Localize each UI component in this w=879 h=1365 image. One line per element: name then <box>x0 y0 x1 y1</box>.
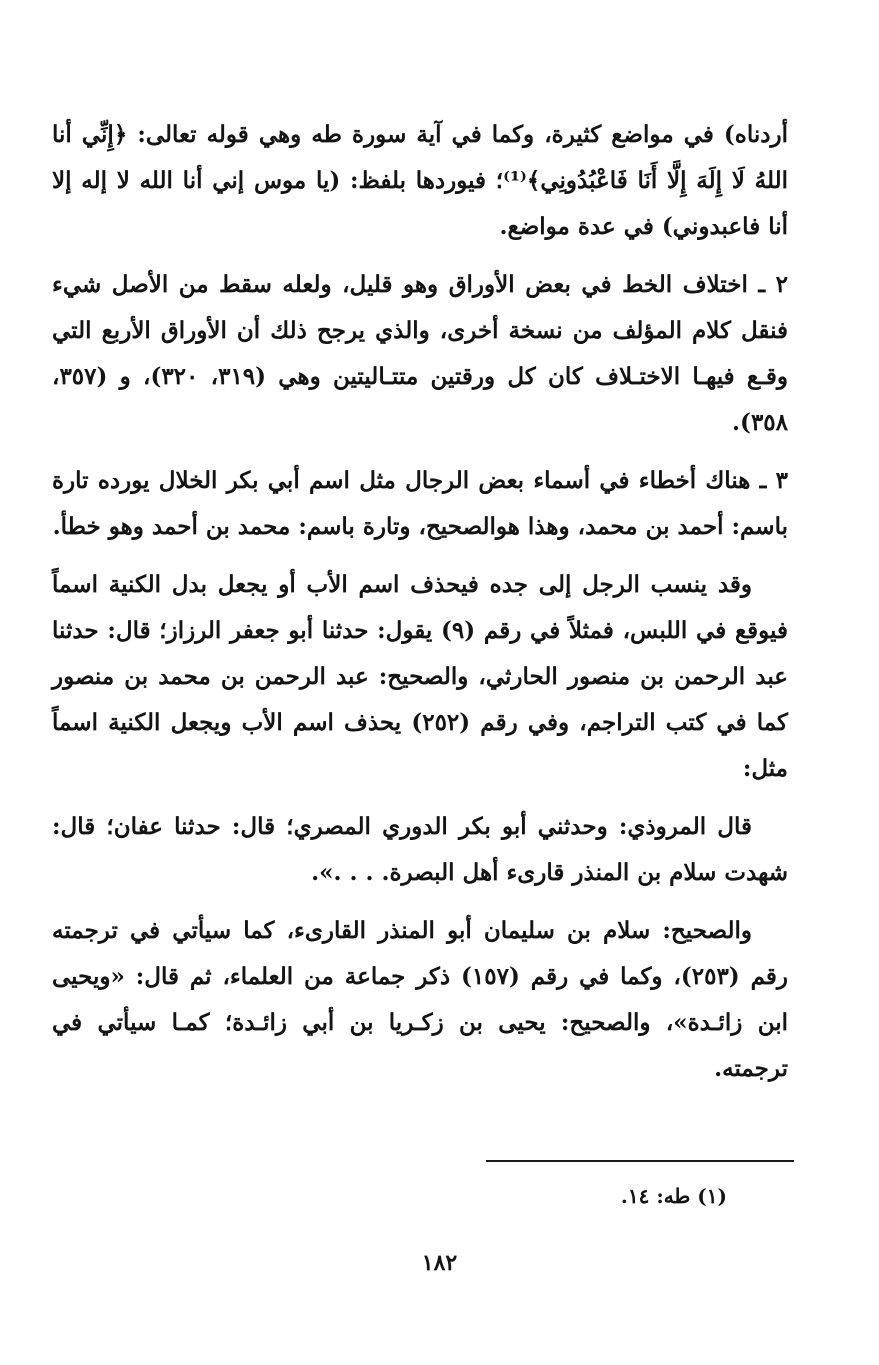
footnote: (١) طه: ١٤. <box>620 1184 727 1208</box>
paragraph-quran-citation: أردناه) في مواضع كثيرة، وكما في آية سورة طه وهي قوله تعالى: ﴿إِنِّي أنا اللهُ لَا إِلَهَ إِلَّا أَنَا فَاعْبُدُونِي﴾⁽¹⁾؛ فيوردها بلفظ: (يا موس إني أنا الله لا إله إلا أنا فاعبدوني) في عدة مواضع. <box>52 121 788 240</box>
paragraph-grandfather-attribution: وقد ينسب الرجل إلى جده فيحذف اسم الأب أو يجعل بدل الكنية اسماً فيوقع في اللبس، فمثلاً في رقم (٩) يقول: حدثنا أبو جعفر الرزاز؛ قال: حدثنا عبد الرحمن بن منصور الحارثي، والصحيح: عبد الرحمن بن محمد بن منصور كما في كتب التراجم، وفي رقم (٢٥٢) يحذف اسم الأب ويجعل الكنية اسماً مثل: <box>52 571 788 782</box>
paragraph-correction: والصحيح: سلام بن سليمان أبو المنذر القارىء، كما سيأتي في ترجمته رقم (٢٥٣)، وكما في رقم (١٥٧) ذكر جماعة من العلماء، ثم قال: «ويحيى ابن زائـدة»، والصحيح: يحيى بن زكـريا بن أبي زائـدة؛ كمـا سيأتي في ترجمته. <box>52 917 788 1082</box>
paragraph-marwadhi-quote: قال المروذي: وحدثني أبو بكر الدوري المصري؛ قال: حدثنا عفان؛ قال: شهدت سلام بن المنذر قارىء أهل البصرة. . . .». <box>52 813 788 886</box>
paragraph-name-errors: ٣ ـ هناك أخطاء في أسماء بعض الرجال مثل اسم أبي بكر الخلال يورده تارة باسم: أحمد بن محمد، وهذا هوالصحيح، وتارة باسم: محمد بن أحمد وهو خطأ. <box>52 467 788 540</box>
paragraph-handwriting-difference: ٢ ـ اختلاف الخط في بعض الأوراق وهو قليل، ولعله سقط من الأصل شيء فنقل كلام المؤلف من نسخة أخرى، والذي يرجح ذلك أن الأوراق الأربع التي وقـع فيهـا الاختـلاف كان كل ورقتين متتـاليتين وهي (٣١٩، ٣٢٠)، و (٣٥٧، ٣٥٨). <box>52 271 789 436</box>
page-number: ١٨٢ <box>421 1250 458 1276</box>
footnote-divider <box>486 1160 794 1162</box>
body-text <box>52 112 788 1092</box>
